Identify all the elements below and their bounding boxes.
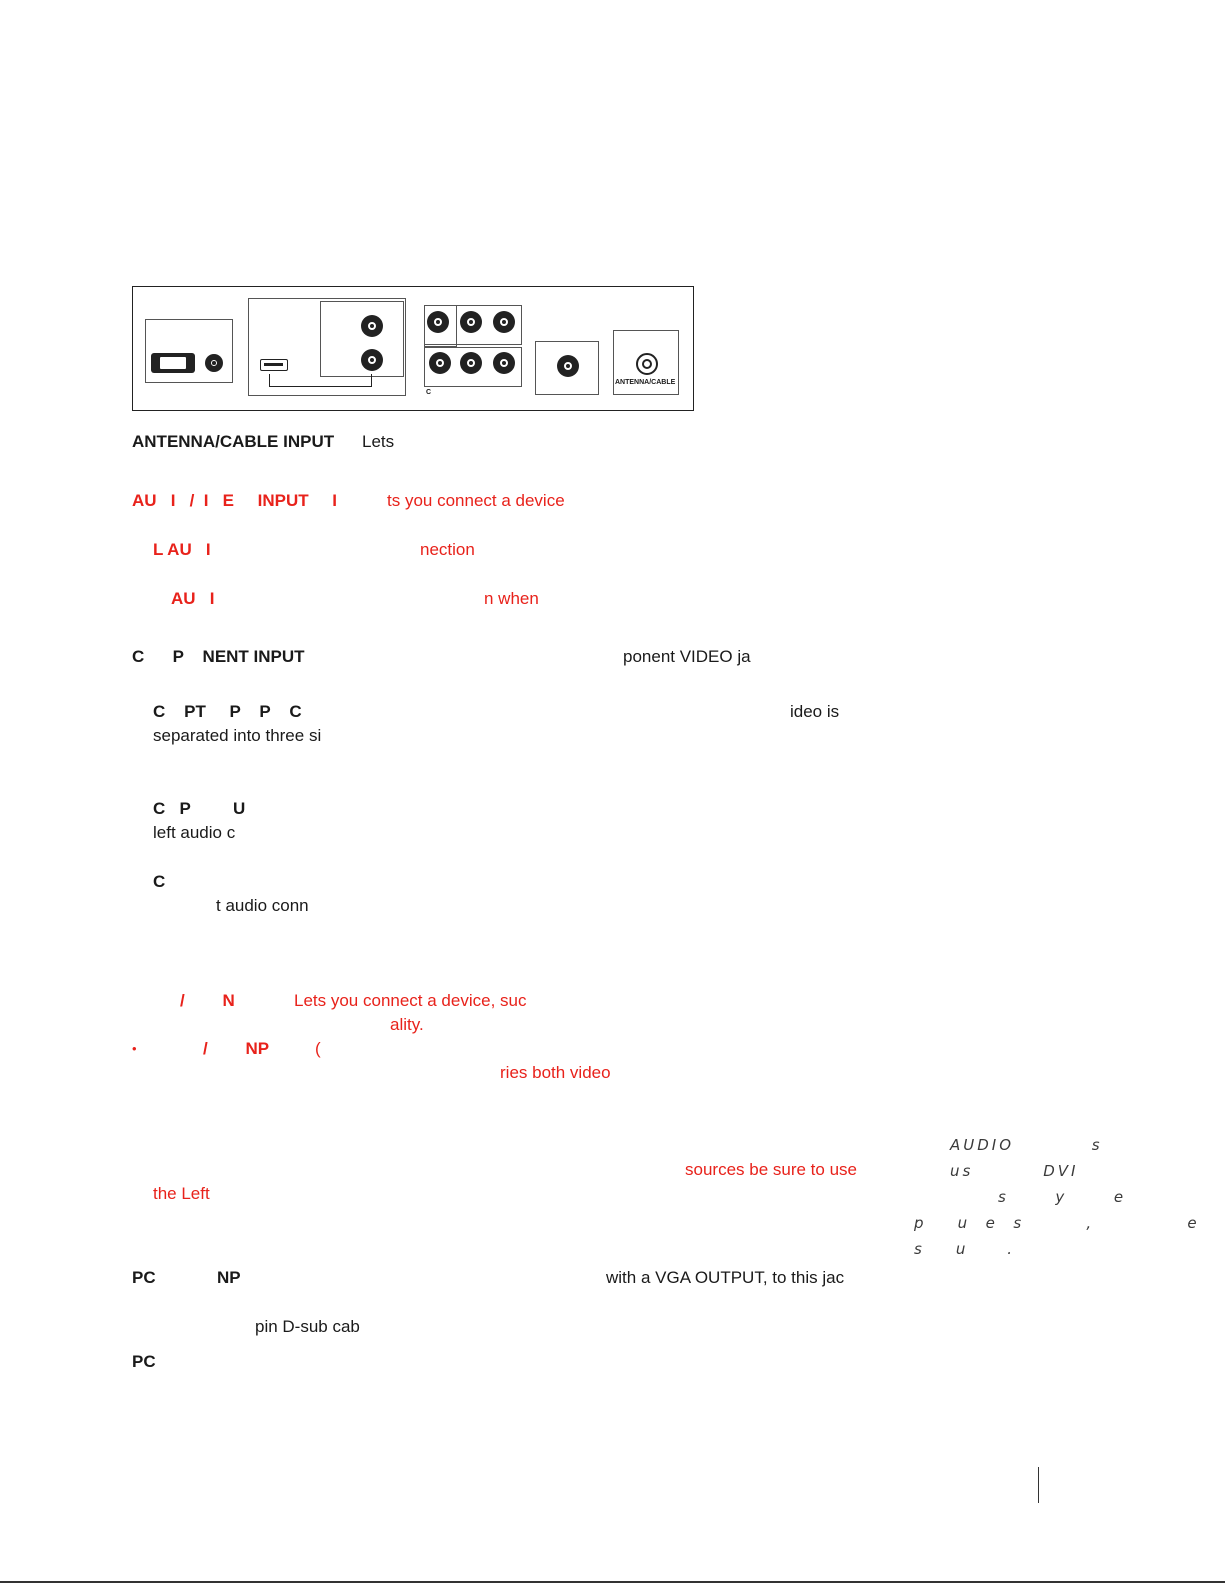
r-audio-text: n when — [484, 589, 539, 608]
page-number-rule — [1038, 1467, 1039, 1503]
hdmi-input-title: / N — [180, 991, 235, 1010]
dvi-audio-r-jack-icon — [361, 349, 383, 371]
pc-audio-title: PC — [132, 1352, 156, 1371]
side-note-line-5: s u . — [914, 1240, 1016, 1258]
hdmi-bullet: • — [132, 1041, 137, 1056]
component-pr-jack-icon — [493, 311, 515, 333]
component-input-title: C P NENT INPUT — [132, 647, 305, 666]
vga-port-icon — [151, 353, 195, 373]
note-line2: the Left — [153, 1184, 210, 1203]
side-note-line-1: AUDIO s — [950, 1136, 1103, 1154]
antenna-input-text: Lets — [362, 432, 395, 451]
component-sub3-title: C — [153, 872, 166, 891]
component-audio-l-jack-icon — [460, 352, 482, 374]
side-note-line-4: p u e s , e — [914, 1214, 1200, 1232]
antenna-coax-icon — [636, 353, 658, 375]
hdmi-bullet-paren: ( — [315, 1039, 321, 1058]
component-sub1-line2: separated into three si — [153, 726, 322, 745]
hdmi-port-icon — [260, 359, 288, 371]
pc-input-line2: pin D-sub cab — [255, 1317, 360, 1336]
pc-input-text: with a VGA OUTPUT, to this jac — [606, 1268, 845, 1287]
l-audio-title: L AU I — [153, 540, 211, 559]
hdmi-input-line2: ality. — [390, 1015, 424, 1034]
back-panel-diagram — [132, 286, 694, 411]
audio-output-jack-icon — [557, 355, 579, 377]
component-sub2-title: C P U — [153, 799, 246, 818]
component-mark: C — [426, 389, 432, 396]
side-note-line-2: us DVI — [950, 1162, 1079, 1180]
audio-input-title: AU I / I E INPUT I — [132, 491, 337, 510]
component-y-jack-icon — [427, 311, 449, 333]
hdmi-audio-bracket — [269, 374, 372, 387]
component-input-text: ponent VIDEO ja — [623, 647, 751, 666]
component-sub2-line2: left audio c — [153, 823, 236, 842]
side-note-line-3: s y e — [998, 1188, 1127, 1206]
component-audio-r-jack-icon — [493, 352, 515, 374]
hdmi-input-text: Lets you connect a device, suc — [294, 991, 527, 1010]
hdmi-bullet-text: ries both video — [500, 1063, 611, 1082]
note-text: sources be sure to use — [685, 1160, 857, 1179]
dvi-audio-l-jack-icon — [361, 315, 383, 337]
component-video-jack-icon — [429, 352, 451, 374]
hdmi-bullet-title: / NP — [203, 1039, 270, 1058]
antenna-label: ANTENNA/CABLE — [615, 379, 676, 386]
component-sub1-title: C PT P P C — [153, 702, 302, 721]
r-audio-title: AU I — [171, 589, 215, 608]
audio-input-text: ts you connect a device — [387, 491, 565, 510]
pc-input-group — [145, 319, 233, 383]
bottom-rule — [0, 1581, 1225, 1583]
antenna-input-title: ANTENNA/CABLE INPUT — [132, 432, 335, 451]
component-sub1-text: ideo is — [790, 702, 840, 721]
pc-audio-jack-icon — [205, 354, 223, 372]
component-pb-jack-icon — [460, 311, 482, 333]
pc-input-title: PC NP — [132, 1268, 241, 1287]
l-audio-text: nection — [420, 540, 475, 559]
component-sub3-line2: t audio conn — [216, 896, 309, 915]
